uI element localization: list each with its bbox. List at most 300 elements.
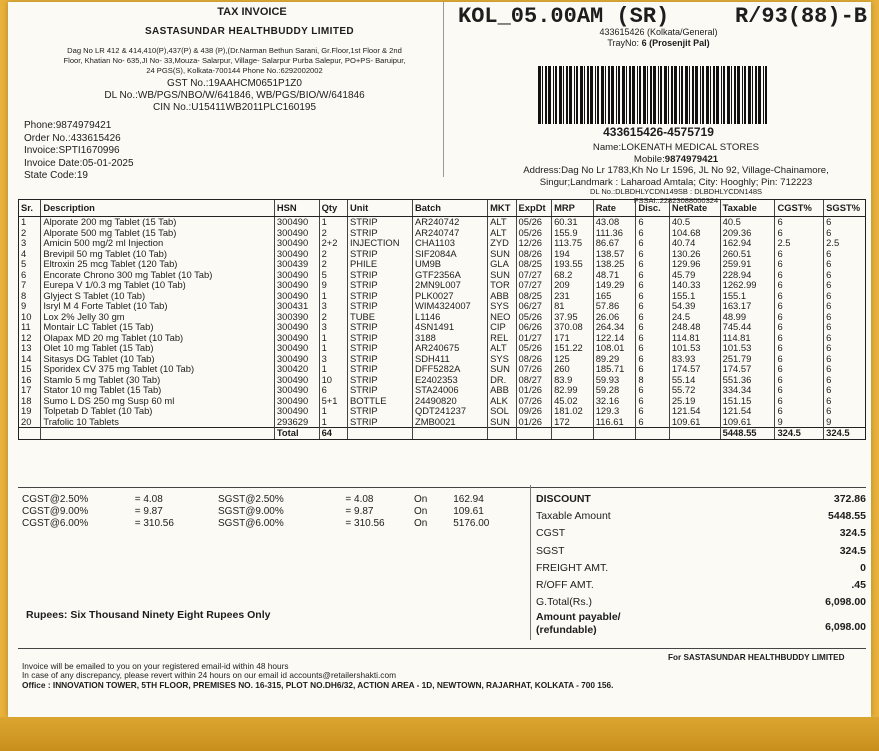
amount-payable: [536, 611, 866, 636]
table-cell: 174.57: [669, 364, 720, 375]
table-cell: 08/25: [516, 291, 552, 302]
table-cell: Stator 10 mg Tablet (15 Tab): [41, 385, 275, 396]
table-cell: 209.36: [720, 228, 775, 239]
table-cell: Amicin 500 mg/2 ml Injection: [41, 238, 275, 249]
total-cell: [552, 428, 594, 440]
table-cell: STRIP: [348, 354, 413, 365]
table-cell: 12/26: [516, 238, 552, 249]
column-header: Sr.: [19, 200, 41, 217]
table-cell: 6: [636, 217, 670, 228]
table-cell: 9: [319, 280, 347, 291]
table-cell: 68.2: [552, 270, 594, 281]
total-cell: [516, 428, 552, 440]
table-cell: 6: [775, 354, 824, 365]
table-cell: 6: [824, 259, 866, 270]
table-cell: WIM4324007: [412, 301, 487, 312]
column-header: Qty: [319, 200, 347, 217]
table-cell: 293629: [274, 417, 319, 428]
table-cell: 155.9: [552, 228, 594, 239]
customer-name: Name:LOKENATH MEDICAL STORES: [592, 142, 760, 153]
section-rule: [18, 648, 866, 649]
total-cell: 64: [319, 428, 347, 440]
tax-row: [22, 494, 512, 506]
summary-label: G.Total(Rs.): [536, 596, 593, 609]
customer-mobile: Mobile:9874979421: [633, 153, 719, 165]
table-cell: 11: [19, 322, 41, 333]
address-line: Dag No LR 412 & 414,410(P),437(P) & 438 (P),(Dr.Narman Bethun Sarani, Gr.Floor,1st Floor & 2nd: [67, 46, 402, 55]
table-cell: TOR: [488, 280, 516, 291]
total-cell: 324.5: [775, 428, 824, 440]
table-row: [19, 301, 866, 312]
state-code: State Code:19: [24, 170, 88, 181]
table-cell: 370.08: [552, 322, 594, 333]
table-cell: 171: [552, 333, 594, 344]
table-row: [19, 280, 866, 291]
table-cell: ZYD: [488, 238, 516, 249]
table-cell: SYS: [488, 301, 516, 312]
summary-value: 324.5: [839, 544, 866, 557]
table-cell: 125: [552, 354, 594, 365]
table-cell: 8: [636, 375, 670, 386]
table-cell: 300490: [274, 270, 319, 281]
column-header: NetRate: [669, 200, 720, 217]
table-cell: 1: [319, 417, 347, 428]
table-cell: Sporidex CV 375 mg Tablet (10 Tab): [41, 364, 275, 375]
table-cell: 6: [824, 217, 866, 228]
table-cell: 59.93: [593, 375, 636, 386]
amount-summary: [536, 490, 866, 611]
table-row: [19, 354, 866, 365]
table-cell: 7: [19, 280, 41, 291]
table-cell: 20: [19, 417, 41, 428]
footer-notes: [22, 662, 613, 690]
table-cell: 3: [319, 322, 347, 333]
column-header: SGST%: [824, 200, 866, 217]
table-cell: 07/27: [516, 270, 552, 281]
table-cell: 06/26: [516, 322, 552, 333]
table-cell: Sumo L DS 250 mg Susp 60 ml: [41, 396, 275, 407]
column-header: HSN: [274, 200, 319, 217]
table-cell: 300490: [274, 322, 319, 333]
table-cell: 3: [319, 354, 347, 365]
column-header: Unit: [348, 200, 413, 217]
table-cell: 6: [636, 396, 670, 407]
header-divider: [443, 2, 444, 177]
table-cell: STRIP: [348, 364, 413, 375]
table-cell: 6: [824, 249, 866, 260]
table-cell: 155.1: [720, 291, 775, 302]
table-cell: ABB: [488, 385, 516, 396]
tax-on-value: 5176.00: [453, 517, 490, 529]
table-cell: 138.57: [593, 249, 636, 260]
table-cell: SDH411: [412, 354, 487, 365]
table-cell: 86.67: [593, 238, 636, 249]
table-cell: 300490: [274, 333, 319, 344]
customer-dl: DL No.:DLBDHLYCDN149SB : DLBDHLYCDN148S: [589, 187, 762, 196]
table-cell: 151.22: [552, 343, 594, 354]
tax-cgst-label: CGST@6.00%: [22, 517, 89, 529]
table-cell: 83.93: [669, 354, 720, 365]
tax-row: [22, 506, 512, 518]
table-cell: 251.79: [720, 354, 775, 365]
invoice-number: Invoice:SPTI1670996: [24, 145, 120, 156]
column-header: Taxable: [720, 200, 775, 217]
summary-value: 0: [860, 561, 866, 574]
table-cell: 2: [319, 249, 347, 260]
table-cell: 1: [319, 364, 347, 375]
registration-block: [22, 78, 447, 114]
table-cell: 6: [824, 375, 866, 386]
tax-on-label: On: [414, 505, 428, 517]
summary-label: SGST: [536, 544, 565, 557]
table-cell: NEO: [488, 312, 516, 323]
route-line: [446, 4, 871, 29]
tax-cgst-value: = 310.56: [134, 517, 174, 529]
table-cell: AR240747: [412, 228, 487, 239]
table-cell: ALT: [488, 343, 516, 354]
table-cell: 300490: [274, 406, 319, 417]
table-cell: 6: [824, 385, 866, 396]
total-cell: 5448.55: [720, 428, 775, 440]
summary-value: 372.86: [833, 492, 866, 505]
table-cell: 6: [775, 333, 824, 344]
summary-row: [536, 490, 866, 507]
table-cell: SUN: [488, 249, 516, 260]
table-cell: 40.74: [669, 238, 720, 249]
table-cell: STRIP: [348, 301, 413, 312]
table-cell: 6: [775, 406, 824, 417]
table-row: [19, 406, 866, 417]
tax-sgst-value: = 310.56: [345, 517, 385, 529]
tax-sgst-label: SGST@2.50%: [218, 494, 284, 505]
table-cell: 6: [824, 364, 866, 375]
summary-row: [536, 507, 866, 524]
table-cell: 01/26: [516, 417, 552, 428]
table-cell: 300439: [274, 259, 319, 270]
table-cell: 162.94: [720, 238, 775, 249]
table-cell: 12: [19, 333, 41, 344]
table-cell: Olapax MD 20 mg Tablet (10 Tab): [41, 333, 275, 344]
tax-cgst-value: = 4.08: [134, 494, 163, 505]
amount-payable-value: 6,098.00: [825, 621, 866, 633]
table-cell: 2.5: [824, 238, 866, 249]
table-cell: 6: [775, 396, 824, 407]
table-cell: 248.48: [669, 322, 720, 333]
table-cell: 08/27: [516, 375, 552, 386]
table-cell: 6: [824, 333, 866, 344]
table-cell: 6: [775, 364, 824, 375]
table-cell: ALT: [488, 228, 516, 239]
table-cell: 2.5: [775, 238, 824, 249]
table-cell: 10: [319, 375, 347, 386]
table-cell: 2: [319, 312, 347, 323]
total-cell: [19, 428, 41, 440]
table-cell: 113.75: [552, 238, 594, 249]
table-cell: STRIP: [348, 228, 413, 239]
items-table: [18, 195, 866, 440]
table-cell: 300490: [274, 280, 319, 291]
summary-row: [536, 594, 866, 611]
table-row: [19, 249, 866, 260]
invoice-date: Invoice Date:05-01-2025: [24, 157, 134, 169]
tax-on-value: 109.61: [453, 505, 484, 517]
table-cell: Alporate 200 mg Tablet (15 Tab): [41, 217, 275, 228]
table-cell: AR240675: [412, 343, 487, 354]
table-cell: 300490: [274, 217, 319, 228]
table-cell: 104.68: [669, 228, 720, 239]
company-address: [22, 46, 447, 76]
table-cell: 6: [636, 406, 670, 417]
table-cell: 6: [775, 280, 824, 291]
table-cell: Stamlo 5 mg Tablet (30 Tab): [41, 375, 275, 386]
table-cell: 32.16: [593, 396, 636, 407]
summary-row: [536, 525, 866, 542]
table-cell: SYS: [488, 354, 516, 365]
table-cell: TUBE: [348, 312, 413, 323]
table-cell: 08/25: [516, 259, 552, 270]
table-cell: 193.55: [552, 259, 594, 270]
table-cell: 13: [19, 343, 41, 354]
table-cell: 745.44: [720, 322, 775, 333]
table-cell: REL: [488, 333, 516, 344]
order-ref: 433615426 (Kolkata/General): [599, 27, 718, 37]
table-cell: SUN: [488, 364, 516, 375]
table-cell: 4SN1491: [412, 322, 487, 333]
table-cell: 07/26: [516, 396, 552, 407]
table-row: [19, 385, 866, 396]
summary-label: Taxable Amount: [536, 509, 611, 522]
column-header: Rate: [593, 200, 636, 217]
table-cell: ALT: [488, 217, 516, 228]
table-cell: 9: [824, 417, 866, 428]
table-cell: 1: [319, 333, 347, 344]
table-cell: 9: [775, 417, 824, 428]
table-cell: 45.02: [552, 396, 594, 407]
table-cell: 6: [636, 322, 670, 333]
table-cell: 43.08: [593, 217, 636, 228]
table-cell: 3: [19, 238, 41, 249]
table-cell: 05/26: [516, 228, 552, 239]
table-cell: 130.26: [669, 249, 720, 260]
table-cell: 05/26: [516, 343, 552, 354]
total-cell: [636, 428, 670, 440]
table-cell: 551.36: [720, 375, 775, 386]
table-cell: 6: [824, 406, 866, 417]
table-cell: 07/26: [516, 364, 552, 375]
table-cell: 6: [636, 249, 670, 260]
tax-sgst-label: SGST@9.00%: [218, 505, 284, 517]
table-cell: 121.54: [720, 406, 775, 417]
table-cell: 15: [19, 364, 41, 375]
column-header: Description: [41, 200, 275, 217]
table-cell: 2: [319, 228, 347, 239]
table-cell: 6: [824, 354, 866, 365]
tax-sgst-value: = 9.87: [345, 505, 374, 517]
table-cell: 08/26: [516, 354, 552, 365]
table-cell: 55.14: [669, 375, 720, 386]
total-cell: 324.5: [824, 428, 866, 440]
table-cell: 111.36: [593, 228, 636, 239]
summary-label: R/OFF AMT.: [536, 579, 594, 592]
table-cell: 6: [636, 364, 670, 375]
barcode-image: [538, 66, 768, 124]
table-cell: 2+2: [319, 238, 347, 249]
table-cell: 05/26: [516, 312, 552, 323]
total-cell: [488, 428, 516, 440]
table-cell: Encorate Chrono 300 mg Tablet (10 Tab): [41, 270, 275, 281]
table-cell: 300490: [274, 238, 319, 249]
table-cell: SUN: [488, 417, 516, 428]
column-header: MKT: [488, 200, 516, 217]
column-header: Disc.: [636, 200, 670, 217]
tax-breakup: [22, 494, 512, 529]
table-cell: 6: [775, 217, 824, 228]
table-cell: 116.61: [593, 417, 636, 428]
table-cell: BOTTLE: [348, 396, 413, 407]
table-cell: 155.1: [669, 291, 720, 302]
footer-line: Office : INNOVATION TOWER, 5TH FLOOR, PREMISES NO. 16-315, PLOT NO.DH6/32, ACTION AREA - 1D, NEWTOWN, RAJARHAT, KOLKATA - 700 156.: [22, 679, 614, 690]
dl-number: DL No.:WB/PGS/NBO/W/641846, WB/PGS/BIO/W/641846: [104, 90, 365, 101]
cin-number: CIN No.:U15411WB2011PLC160195: [152, 102, 317, 113]
background-surface: [0, 717, 879, 751]
table-cell: 24.5: [669, 312, 720, 323]
table-cell: PHILE: [348, 259, 413, 270]
table-cell: 5: [19, 259, 41, 270]
table-cell: 3: [319, 301, 347, 312]
tax-cgst-label: CGST@9.00%: [22, 505, 89, 517]
table-cell: 300490: [274, 396, 319, 407]
table-cell: STRIP: [348, 406, 413, 417]
invoice-meta: [24, 120, 134, 183]
total-cell: [41, 428, 275, 440]
table-cell: 264.34: [593, 322, 636, 333]
table-cell: 129.96: [669, 259, 720, 270]
signatory: For SASTASUNDAR HEALTHBUDDY LIMITED: [668, 653, 845, 662]
table-cell: 26.06: [593, 312, 636, 323]
table-cell: 1: [319, 343, 347, 354]
table-cell: 114.81: [669, 333, 720, 344]
table-cell: 54.39: [669, 301, 720, 312]
gst-number: GST No.:19AAHCM0651P1Z0: [167, 78, 302, 89]
total-row: [19, 428, 866, 440]
table-cell: 9: [19, 301, 41, 312]
table-cell: 01/26: [516, 385, 552, 396]
table-cell: 45.79: [669, 270, 720, 281]
table-cell: 259.91: [720, 259, 775, 270]
order-ref-block: [446, 27, 871, 49]
table-cell: 300490: [274, 291, 319, 302]
customer-fssai: FSSAI.:22823088000324: [633, 195, 719, 205]
table-cell: Glyject S Tablet (10 Tab): [41, 291, 275, 302]
table-cell: 209: [552, 280, 594, 291]
table-cell: Tolpetab D Tablet (10 Tab): [41, 406, 275, 417]
table-cell: 5+1: [319, 396, 347, 407]
table-cell: Brevipil 50 mg Tablet (10 Tab): [41, 249, 275, 260]
table-cell: 334.34: [720, 385, 775, 396]
table-cell: Trafolic 10 Tablets: [41, 417, 275, 428]
table-cell: 140.33: [669, 280, 720, 291]
total-cell: [348, 428, 413, 440]
tax-on-label: On: [414, 517, 428, 529]
table-cell: STRIP: [348, 249, 413, 260]
table-cell: 6: [775, 385, 824, 396]
customer-address-line: Address:Dag No Lr 1783,Kh No Lr 1596, JL No 92, Village-Chainamore,: [523, 165, 829, 176]
table-cell: 300420: [274, 364, 319, 375]
table-row: [19, 217, 866, 228]
table-cell: STA24006: [412, 385, 487, 396]
table-cell: SUN: [488, 270, 516, 281]
table-cell: 6: [636, 333, 670, 344]
table-cell: 181.02: [552, 406, 594, 417]
table-cell: 37.95: [552, 312, 594, 323]
table-row: [19, 343, 866, 354]
table-row: [19, 396, 866, 407]
order-number: Order No.:433615426: [24, 132, 121, 144]
table-cell: 07/27: [516, 280, 552, 291]
table-cell: SOL: [488, 406, 516, 417]
tax-row: [22, 518, 512, 530]
table-cell: INJECTION: [348, 238, 413, 249]
column-header: ExpDt: [516, 200, 552, 217]
table-cell: 59.28: [593, 385, 636, 396]
table-cell: 82.99: [552, 385, 594, 396]
table-cell: 231: [552, 291, 594, 302]
table-cell: 6: [824, 343, 866, 354]
total-cell: [412, 428, 487, 440]
table-cell: 83.9: [552, 375, 594, 386]
table-cell: STRIP: [348, 280, 413, 291]
table-cell: 6: [824, 280, 866, 291]
table-row: [19, 270, 866, 281]
table-cell: 101.53: [669, 343, 720, 354]
table-cell: Alporate 500 mg Tablet (15 Tab): [41, 228, 275, 239]
shipping-label: [446, 4, 871, 205]
table-cell: STRIP: [348, 322, 413, 333]
table-row: [19, 228, 866, 239]
seller-header: [22, 6, 447, 114]
tax-on-value: 162.94: [453, 494, 484, 505]
table-cell: 121.54: [669, 406, 720, 417]
tax-cgst-label: CGST@2.50%: [22, 494, 89, 505]
amount-payable-label: Amount payable/ (refundable): [536, 611, 621, 636]
table-cell: 1: [319, 217, 347, 228]
table-cell: 151.15: [720, 396, 775, 407]
address-line: Floor, Khatian No- 635,JI No- 33,Mouza- Salarpur, Village- Salarpur Purba Salepur, PO+PS- Baruipur,: [63, 56, 406, 65]
table-cell: ALK: [488, 396, 516, 407]
table-cell: ZMB0021: [412, 417, 487, 428]
amount-in-words: Rupees: Six Thousand Ninety Eight Rupees Only: [26, 609, 271, 621]
address-line: 24 PGS(S), Kolkata-700144 Phone No.:6292002002: [146, 66, 323, 75]
table-cell: 1262.99: [720, 280, 775, 291]
summary-label: CGST: [536, 527, 566, 540]
table-cell: 6: [636, 385, 670, 396]
table-cell: 6: [319, 385, 347, 396]
table-cell: 165: [593, 291, 636, 302]
tax-sgst-label: SGST@6.00%: [218, 517, 284, 529]
summary-row: [536, 576, 866, 593]
summary-value: 324.5: [839, 527, 866, 540]
table-cell: 108.01: [593, 343, 636, 354]
table-cell: 6: [775, 375, 824, 386]
table-cell: 89.29: [593, 354, 636, 365]
table-cell: 6: [636, 280, 670, 291]
table-cell: 06/27: [516, 301, 552, 312]
table-cell: 185.71: [593, 364, 636, 375]
total-cell: [669, 428, 720, 440]
table-cell: 81: [552, 301, 594, 312]
table-cell: Eltroxin 25 mcg Tablet (120 Tab): [41, 259, 275, 270]
table-cell: 300490: [274, 375, 319, 386]
